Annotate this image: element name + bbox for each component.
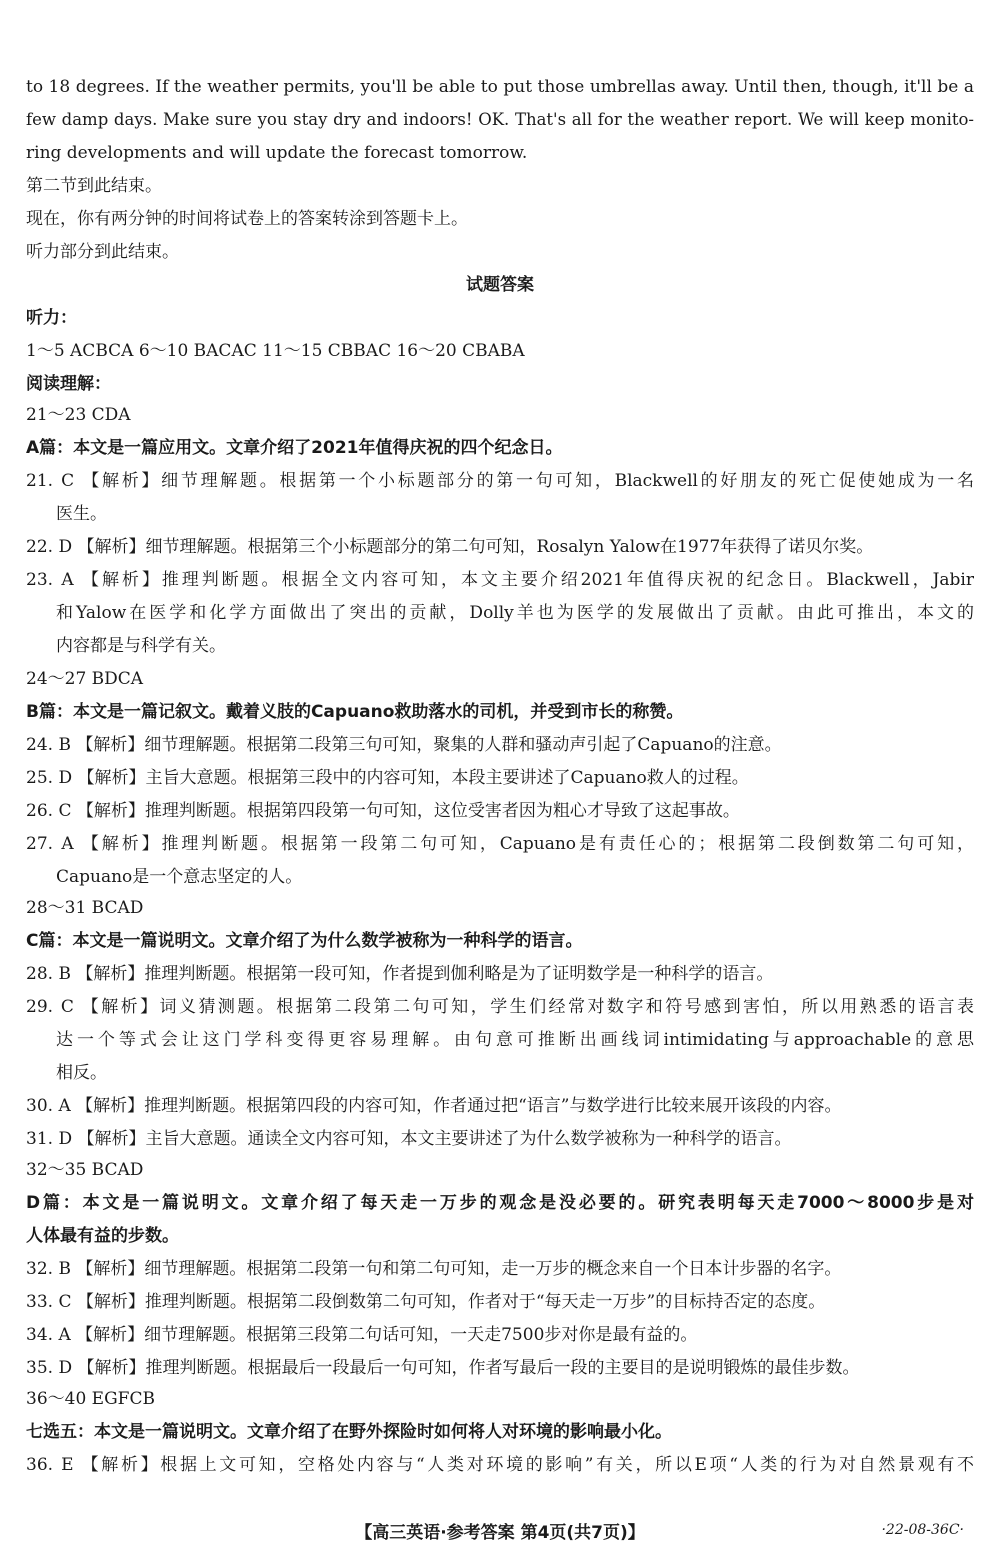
text-line: ring developments and will update the forecast tomorrow. bbox=[26, 143, 528, 163]
section-title: 试题答案 bbox=[466, 275, 534, 295]
explanation-line: 33. C 【解析】推理判断题。根据第二段倒数第二句可知，作者对于“每天走一万步”的目标持否定的态度。 bbox=[26, 1292, 826, 1312]
text-line: few damp days. Make sure you stay dry and indoors! OK. That's all for the weather report. We will keep monito- bbox=[26, 110, 974, 129]
text-line: 听力部分到此结束。 bbox=[26, 242, 179, 262]
explanation-line: 内容都是与科学有关。 bbox=[56, 636, 226, 656]
explanation-line: 27. A 【解析】推理判断题。根据第一段第二句可知，Capuano是有责任心的；根据第二段倒数第二句可知， bbox=[26, 834, 974, 854]
explanation-line: 24. B 【解析】细节理解题。根据第二段第三句可知，聚集的人群和骚动声引起了Capuano的注意。 bbox=[26, 735, 782, 755]
passage-summary: A篇：本文是一篇应用文。文章介绍了2021年值得庆祝的四个纪念日。 bbox=[26, 438, 563, 458]
explanation-line: 31. D 【解析】主旨大意题。通读全文内容可知，本文主要讲述了为什么数学被称为一种科学的语言。 bbox=[26, 1129, 792, 1149]
passage-summary: 人体最有益的步数。 bbox=[26, 1226, 179, 1246]
explanation-line: 21. C 【解析】细节理解题。根据第一个小标题部分的第一句可知，Blackwell的好朋友的死亡促使她成为一名 bbox=[26, 471, 974, 491]
explanation-line: 医生。 bbox=[56, 504, 107, 524]
explanation-line: Capuano是一个意志坚定的人。 bbox=[56, 867, 303, 887]
explanation-line: 和Yalow在医学和化学方面做出了突出的贡献，Dolly羊也为医学的发展做出了贡献。由此可推出，本文的 bbox=[56, 603, 974, 623]
paper-code: ·22-08-36C· bbox=[881, 1522, 964, 1538]
explanation-line: 25. D 【解析】主旨大意题。根据第三段中的内容可知，本段主要讲述了Capuano救人的过程。 bbox=[26, 768, 749, 788]
explanation-line: 30. A 【解析】推理判断题。根据第四段的内容可知，作者通过把“语言”与数学进行比较来展开该段的内容。 bbox=[26, 1096, 842, 1116]
explanation-line: 23. A 【解析】推理判断题。根据全文内容可知，本文主要介绍2021年值得庆祝的纪念日。Blackwell，Jabir bbox=[26, 570, 974, 590]
answer-row: 36～40 EGFCB bbox=[26, 1389, 155, 1409]
explanation-line: 22. D 【解析】细节理解题。根据第三个小标题部分的第二句可知，Rosalyn Yalow在1977年获得了诺贝尔奖。 bbox=[26, 537, 874, 557]
page-footer: 【高三英语·参考答案 第4页(共7页)】 bbox=[355, 1523, 645, 1543]
section-heading: 听力： bbox=[26, 308, 77, 328]
text-line: 现在，你有两分钟的时间将试卷上的答案转涂到答题卡上。 bbox=[26, 209, 468, 229]
answer-row: 21～23 CDA bbox=[26, 405, 131, 425]
answer-row: 28～31 BCAD bbox=[26, 898, 144, 918]
answer-row: 32～35 BCAD bbox=[26, 1160, 144, 1180]
text-line: 第二节到此结束。 bbox=[26, 176, 162, 196]
explanation-line: 36. E 【解析】根据上文可知，空格处内容与“人类对环境的影响”有关，所以E项“人类的行为对自然景观有不 bbox=[26, 1455, 974, 1475]
explanation-line: 28. B 【解析】推理判断题。根据第一段可知，作者提到伽利略是为了证明数学是一种科学的语言。 bbox=[26, 964, 774, 984]
explanation-line: 35. D 【解析】推理判断题。根据最后一段最后一句可知，作者写最后一段的主要目的是说明锻炼的最佳步数。 bbox=[26, 1358, 860, 1378]
passage-summary: B篇：本文是一篇记叙文。戴着义肢的Capuano救助落水的司机，并受到市长的称赞。 bbox=[26, 702, 684, 722]
explanation-line: 32. B 【解析】细节理解题。根据第二段第一句和第二句可知，走一万步的概念来自一个日本计步器的名字。 bbox=[26, 1259, 842, 1279]
explanation-line: 29. C 【解析】词义猜测题。根据第二段第二句可知，学生们经常对数字和符号感到害怕，所以用熟悉的语言表 bbox=[26, 997, 974, 1017]
passage-summary: D篇：本文是一篇说明文。文章介绍了每天走一万步的观念是没必要的。研究表明每天走7000～8000步是对 bbox=[26, 1193, 974, 1213]
passage-summary: C篇：本文是一篇说明文。文章介绍了为什么数学被称为一种科学的语言。 bbox=[26, 931, 583, 951]
explanation-line: 相反。 bbox=[56, 1063, 107, 1083]
explanation-line: 达一个等式会让这门学科变得更容易理解。由句意可推断出画线词intimidating与approachable的意思 bbox=[56, 1030, 974, 1050]
section-heading: 阅读理解： bbox=[26, 374, 111, 394]
answer-row: 24～27 BDCA bbox=[26, 669, 144, 689]
explanation-line: 26. C 【解析】推理判断题。根据第四段第一句可知，这位受害者因为粗心才导致了这起事故。 bbox=[26, 801, 740, 821]
explanation-line: 34. A 【解析】细节理解题。根据第三段第二句话可知，一天走7500步对你是最有益的。 bbox=[26, 1325, 698, 1345]
answer-row: 1～5 ACBCA 6～10 BACAC 11～15 CBBAC 16～20 CBABA bbox=[26, 341, 525, 361]
passage-summary: 七选五：本文是一篇说明文。文章介绍了在野外探险时如何将人对环境的影响最小化。 bbox=[26, 1422, 672, 1442]
text-line: to 18 degrees. If the weather permits, you'll be able to put those umbrellas away. Until then, though, it'll be a bbox=[26, 77, 974, 97]
